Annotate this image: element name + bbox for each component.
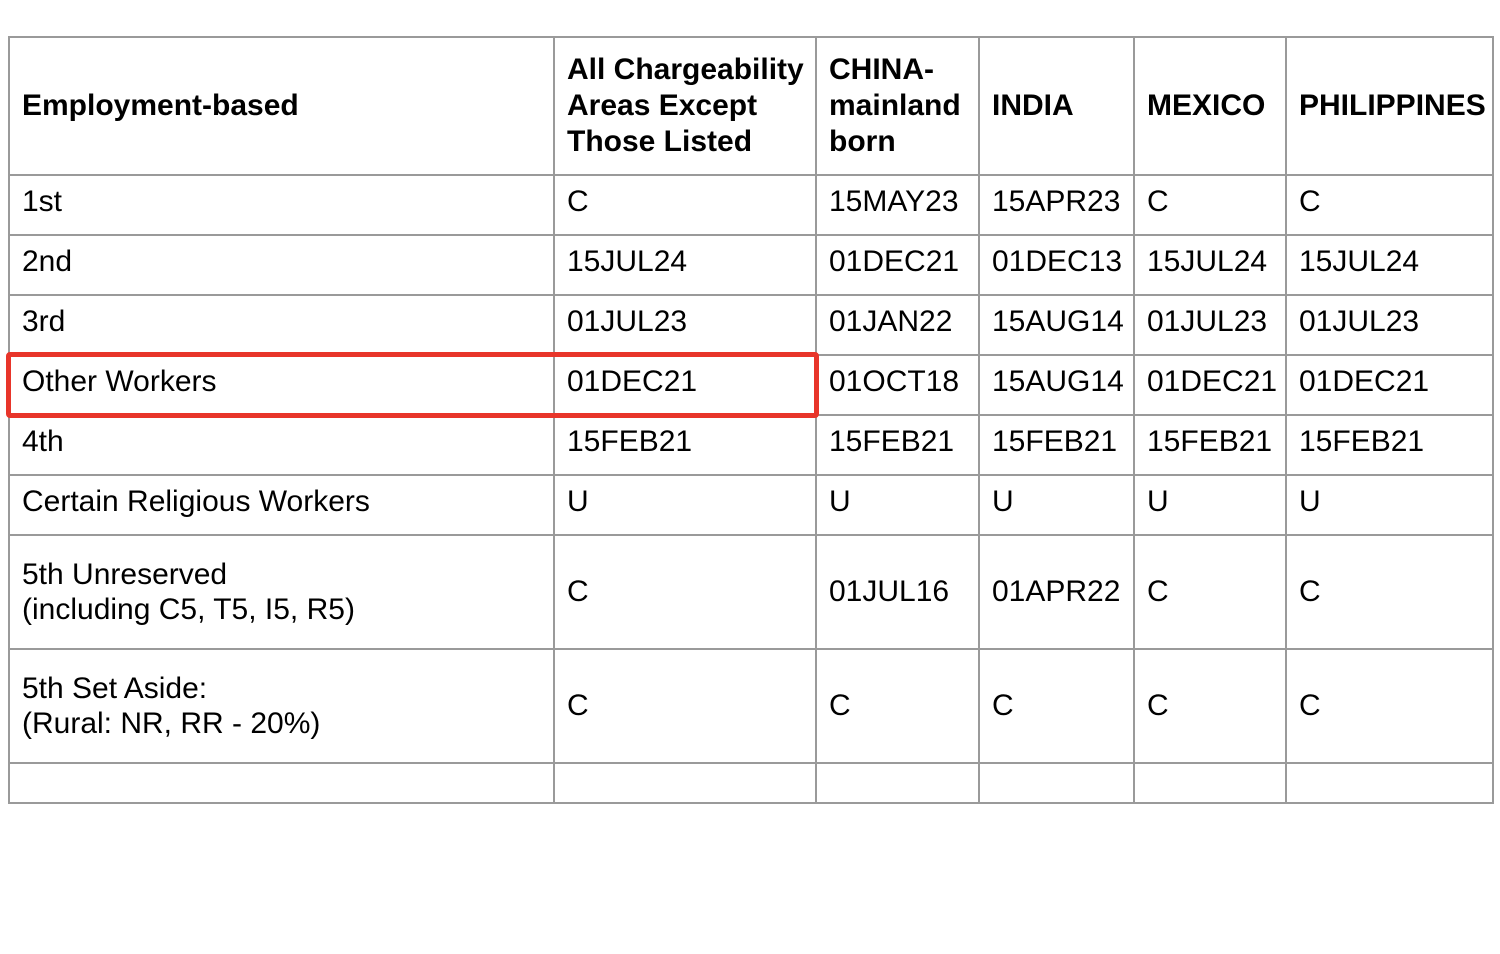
cell-india: 15APR23 xyxy=(979,175,1134,235)
cell-china: 15MAY23 xyxy=(816,175,979,235)
cell-india: 01APR22 xyxy=(979,535,1134,649)
visa-bulletin-table xyxy=(8,36,1494,804)
cell-china: 01OCT18 xyxy=(816,355,979,415)
cell-philippines: 15FEB21 xyxy=(1286,415,1493,475)
table-row xyxy=(9,415,1493,475)
cell-india: 15FEB21 xyxy=(979,415,1134,475)
cell-mexico: C xyxy=(1134,649,1286,763)
cell-mexico: U xyxy=(1134,475,1286,535)
row-category-line2: (including C5, T5, I5, R5) xyxy=(22,593,355,626)
cell-mexico: 15FEB21 xyxy=(1134,415,1286,475)
cell-philippines: U xyxy=(1286,475,1493,535)
cell-philippines: 15JUL24 xyxy=(1286,235,1493,295)
cell-all-chargeability: C xyxy=(554,649,816,763)
cell-mexico: C xyxy=(1134,535,1286,649)
cell-partial xyxy=(1286,763,1493,803)
table-row-partial xyxy=(9,763,1493,803)
cell-china: 15FEB21 xyxy=(816,415,979,475)
cell-all-chargeability: 15JUL24 xyxy=(554,235,816,295)
row-category: 2nd xyxy=(9,235,554,295)
cell-partial xyxy=(9,763,554,803)
row-category: 4th xyxy=(9,415,554,475)
cell-china: U xyxy=(816,475,979,535)
table-row xyxy=(9,175,1493,235)
cell-philippines: 01JUL23 xyxy=(1286,295,1493,355)
cell-mexico: 15JUL24 xyxy=(1134,235,1286,295)
table-row-other-workers xyxy=(9,355,1493,415)
cell-india: 01DEC13 xyxy=(979,235,1134,295)
cell-mexico: C xyxy=(1134,175,1286,235)
cell-partial xyxy=(1134,763,1286,803)
cell-all-chargeability: U xyxy=(554,475,816,535)
cell-all-chargeability: C xyxy=(554,535,816,649)
row-category-line1: 5th Set Aside: xyxy=(22,671,208,705)
cell-philippines: C xyxy=(1286,649,1493,763)
row-category-line1: 5th Unreserved xyxy=(22,557,228,591)
column-header-employment-based: Employment-based xyxy=(9,37,554,175)
cell-all-chargeability: 01JUL23 xyxy=(554,295,816,355)
row-category xyxy=(9,535,554,649)
cell-china: 01JAN22 xyxy=(816,295,979,355)
cell-india: C xyxy=(979,649,1134,763)
table-row xyxy=(9,235,1493,295)
cell-india: 15AUG14 xyxy=(979,355,1134,415)
cell-all-chargeability: 01DEC21 xyxy=(554,355,816,415)
cell-philippines: C xyxy=(1286,175,1493,235)
cell-mexico: 01DEC21 xyxy=(1134,355,1286,415)
cell-india: 15AUG14 xyxy=(979,295,1134,355)
row-category xyxy=(9,649,554,763)
cell-partial xyxy=(816,763,979,803)
cell-partial xyxy=(554,763,816,803)
cell-all-chargeability: C xyxy=(554,175,816,235)
cell-partial xyxy=(979,763,1134,803)
row-category: Certain Religious Workers xyxy=(9,475,554,535)
row-category-line2: (Rural: NR, RR - 20%) xyxy=(22,707,321,740)
table-row xyxy=(9,475,1493,535)
row-category: 1st xyxy=(9,175,554,235)
table-row xyxy=(9,535,1493,649)
row-category: Other Workers xyxy=(9,355,554,415)
table-row xyxy=(9,295,1493,355)
cell-china: C xyxy=(816,649,979,763)
cell-philippines: C xyxy=(1286,535,1493,649)
cell-china: 01DEC21 xyxy=(816,235,979,295)
column-header-china: CHINA-mainland born xyxy=(816,37,979,175)
cell-china: 01JUL16 xyxy=(816,535,979,649)
table-header xyxy=(9,37,1493,175)
column-header-all-chargeability: All Chargeability Areas Except Those Listed xyxy=(554,37,816,175)
cell-all-chargeability: 15FEB21 xyxy=(554,415,816,475)
cell-philippines: 01DEC21 xyxy=(1286,355,1493,415)
table-body xyxy=(9,175,1493,803)
table-row xyxy=(9,649,1493,763)
column-header-mexico: MEXICO xyxy=(1134,37,1286,175)
cell-mexico: 01JUL23 xyxy=(1134,295,1286,355)
table-header-row xyxy=(9,37,1493,175)
column-header-india: INDIA xyxy=(979,37,1134,175)
row-category: 3rd xyxy=(9,295,554,355)
cell-india: U xyxy=(979,475,1134,535)
column-header-philippines: PHILIPPINES xyxy=(1286,37,1493,175)
